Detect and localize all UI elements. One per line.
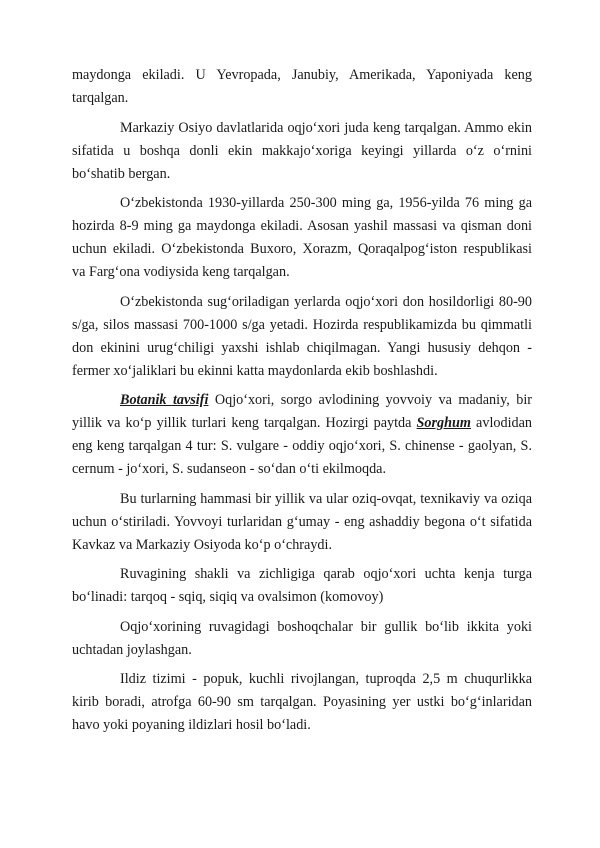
paragraph-root-system: Ildiz tizimi - popuk, kuchli rivojlangan, tuproqda 2,5 m chuqurlikka kirib boradi, atrofga 60-90 sm tarqalgan. Poyasining yer ustki bo‘g‘inlaridan havo yoki poyaning ildizlari hosil bo‘ladi. — [72, 671, 532, 733]
document-page — [72, 64, 532, 744]
paragraph-species-uses: Bu turlarning hammasi bir yillik va ular oziq-ovqat, texnikaviy va oziqa uchun o‘stiriladi. Yovvoyi turlaridan g‘umay - eng ashaddiy begona o‘t sifatida Kavkaz va Markaziy Osiyoda ko‘p o‘chraydi. — [72, 490, 532, 553]
paragraph-spikelets: Oqjo‘xorining ruvagidagi boshoqchalar bir gullik bo‘lib ikkita yoki uchtadan joylashgan. — [72, 618, 532, 658]
botanical-text-b: avlodidan eng keng tarqalgan 4 tur: S. vulgare - oddiy oqjo‘xori, S. chinense - gaolyan, S. cernum - jo‘xori, S. sudanseon - so‘dan o‘ti ekilmoqda. — [72, 415, 532, 477]
term-sorghum: Sorghum — [416, 415, 471, 431]
paragraph-subspecies: Ruvagining shakli va zichligiga qarab oqjo‘xori uchta kenja turga bo‘linadi: tarqoq - sqiq, siqiq va ovalsimon (komovoy) — [72, 566, 532, 605]
paragraph-uzbekistan-area: O‘zbekistonda 1930-yillarda 250-300 ming ga, 1956-yilda 76 ming ga hozirda 8-9 ming ga maydonga ekiladi. Asosan yashil massasi va qisman doni uchun ekiladi. O‘zbekistonda Buxoro, Xorazm, Qoraqalpog‘iston respublikasi va Farg‘ona vodiysida keng tarqalgan. — [72, 195, 532, 280]
paragraph-yield: O‘zbekistonda sug‘oriladigan yerlarda oqjo‘xori don hosildorligi 80-90 s/ga, silos massasi 700-1000 s/ga yetadi. Hozirda respublikamizda bu qimmatli don ekinini urug‘chiligi yaxshi ishlab chiqilmagan. Yangi hususiy dehqon - fermer xo‘jaliklari bu ekinni katta maydonlarda ekib boshlashdi. — [72, 293, 532, 379]
paragraph-central-asia: Markaziy Osiyo davlatlarida oqjo‘xori juda keng tarqalgan. Ammo ekin sifatida u boshqa donli ekin makkajo‘xoriga keyingi yillarda o‘z o‘rnini bo‘shatib bergan. — [72, 119, 532, 182]
paragraph-continued: maydonga ekiladi. U Yevropada, Janubiy, Amerikada, Yaponiyada keng tarqalgan. — [72, 67, 532, 106]
botanical-text-a: Oqjo‘xori, sorgo avlodining yovvoiy va madaniy, bir yillik va ko‘p yillik turlari keng tarqalgan. Hozirgi paytda — [72, 392, 533, 431]
term-botanik-tavsifi: Botanik tavsifi — [120, 392, 209, 408]
paragraph-botanical-description — [72, 389, 532, 481]
